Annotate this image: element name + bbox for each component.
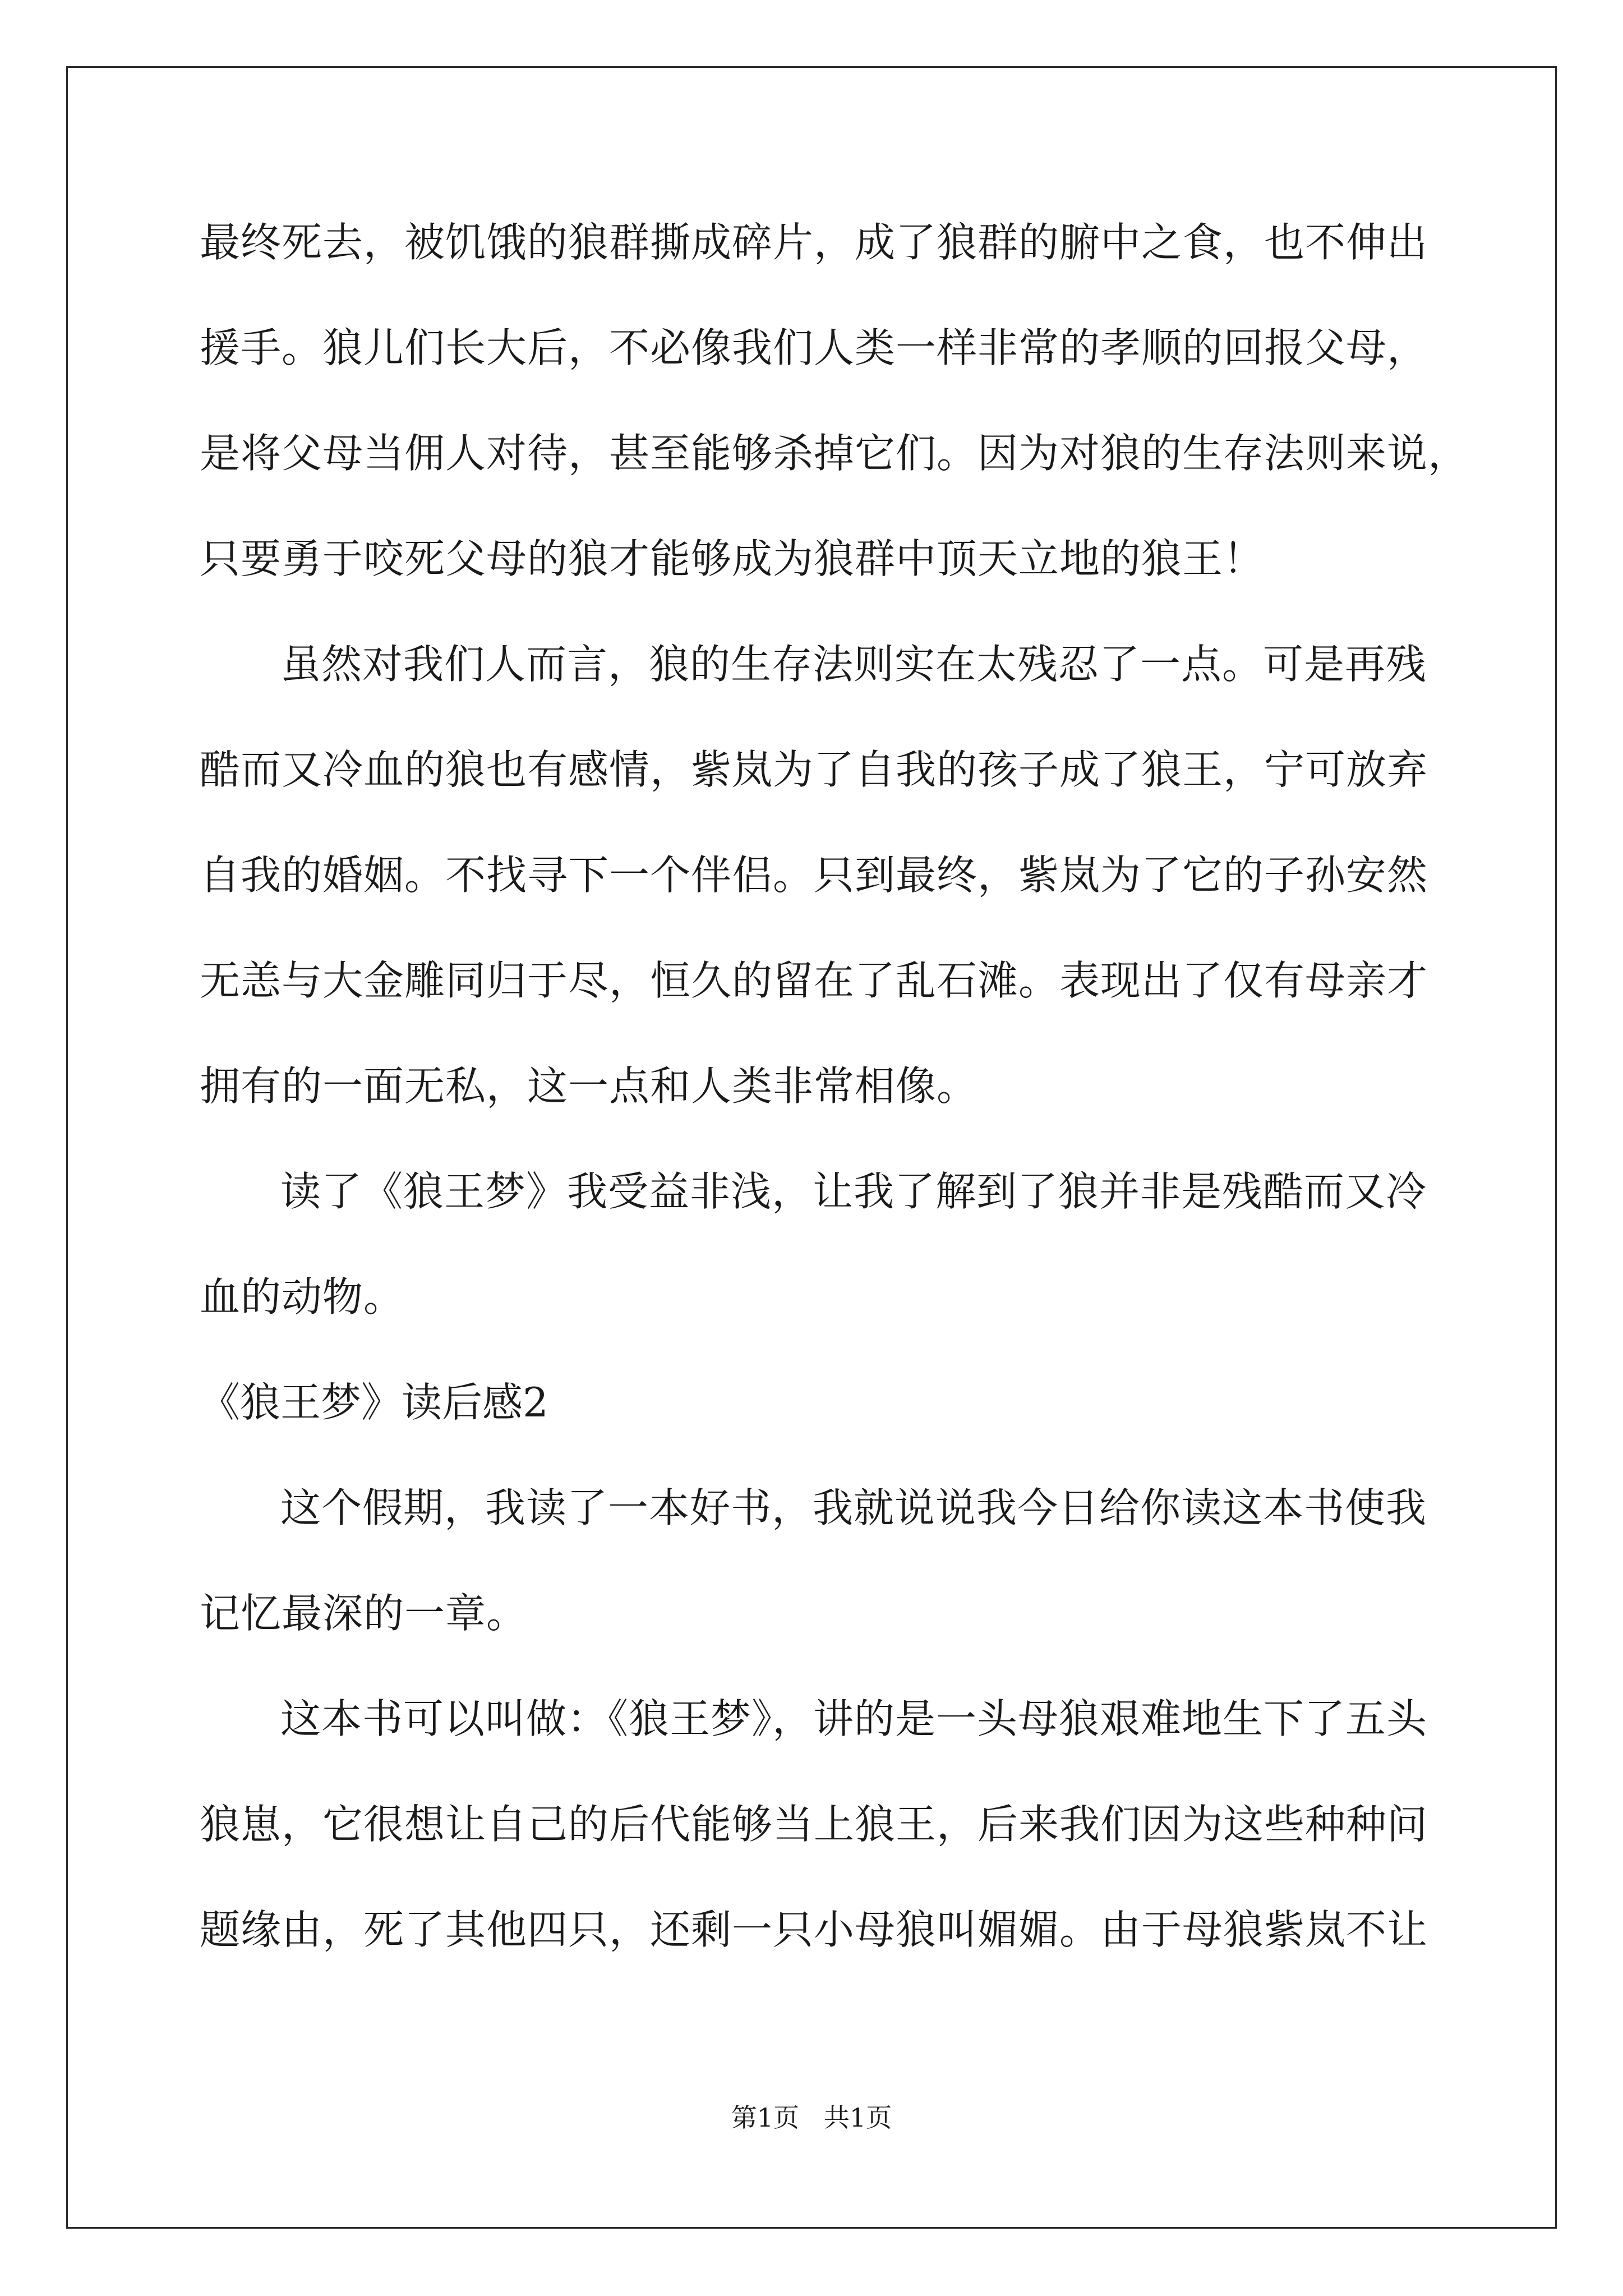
text-line: 记忆最深的一章。	[200, 1590, 528, 1637]
page-number-footer: 第1页 共1页	[731, 2102, 892, 2133]
paragraph-first-line: 虽然对我们人而言，狼的生存法则实在太残忍了一点。可是再残	[280, 641, 1427, 688]
document-body	[200, 217, 1469, 2009]
text-line: 是将父母当佣人对待，甚至能够杀掉它们。因为对狼的生存法则来说，	[200, 430, 1469, 477]
text-line: 拥有的一面无私，这一点和人类非常相像。	[200, 1062, 978, 1110]
text-line: 题缘由，死了其他四只，还剩一只小母狼叫媚媚。由于母狼紫岚不让	[200, 1906, 1428, 1953]
text-line: 自我的婚姻。不找寻下一个伴侣。只到最终，紫岚为了它的子孙安然	[200, 852, 1428, 899]
paragraph-first-line: 这本书可以叫做：《狼王梦》，讲的是一头母狼艰难地生下了五头	[280, 1695, 1428, 1742]
text-line: 最终死去，被饥饿的狼群撕成碎片，成了狼群的腑中之食，也不伸出	[200, 219, 1428, 266]
text-line: 援手。狼儿们长大后，不必像我们人类一样非常的孝顺的回报父母，	[200, 324, 1428, 371]
paragraph-first-line: 读了《狼王梦》我受益非浅，让我了解到了狼并非是残酷而又冷	[280, 1168, 1427, 1215]
section-heading: 《狼王梦》读后感2	[200, 1379, 548, 1426]
text-line: 酷而又冷血的狼也有感情，紫岚为了自我的孩子成了狼王，宁可放弃	[200, 746, 1428, 793]
text-line: 狼崽，它很想让自己的后代能够当上狼王，后来我们因为这些种种问	[200, 1801, 1428, 1848]
text-line: 血的动物。	[200, 1273, 405, 1320]
text-line: 只要勇于咬死父母的狼才能够成为狼群中顶天立地的狼王！	[200, 535, 1265, 582]
paragraph-first-line: 这个假期，我读了一本好书，我就说说我今日给你读这本书使我	[280, 1484, 1427, 1531]
text-line: 无恙与大金雕同归于尽，恒久的留在了乱石滩。表现出了仅有母亲才	[200, 957, 1428, 1004]
